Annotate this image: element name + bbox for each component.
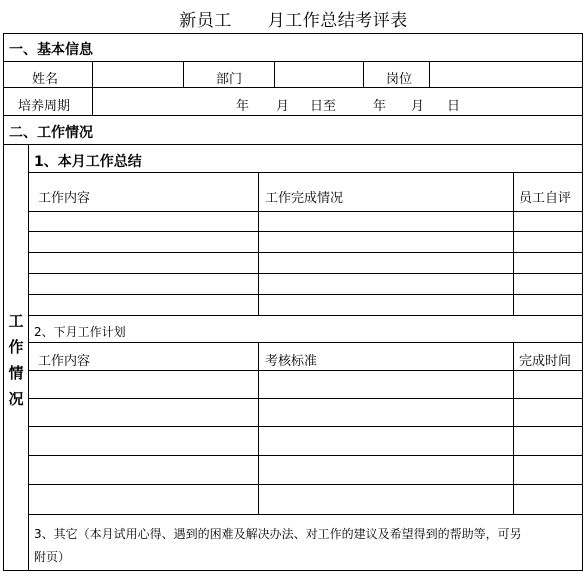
plan-title: 2、下月工作计划 [34,325,126,339]
name-label: 姓名 [32,72,59,87]
name-field[interactable] [93,62,183,87]
plan-header-deadline: 完成时间 [519,354,572,369]
period-field[interactable] [93,88,581,115]
section-work-status: 二、工作情况 [9,125,93,141]
other-notes-line2: 附页） [34,550,71,564]
row-divider [28,172,582,173]
summary-header-completion: 工作完成情况 [265,191,344,206]
period-year-end: 年 [373,99,387,114]
period-year-start: 年 [236,99,250,114]
period-label: 培养周期 [18,99,71,114]
section-basic-info: 一、基本信息 [9,42,93,58]
row-divider [28,342,582,343]
side-label-work-status [4,308,28,412]
side-label-char: 作 [8,338,24,356]
dept-field[interactable] [275,62,363,87]
period-month-start: 月 [276,99,290,114]
plan-entry-area[interactable] [29,371,581,514]
evaluation-form-table [3,33,583,571]
row-divider [28,315,582,316]
plan-header-criteria: 考核标准 [265,354,318,369]
summary-title: 1、本月工作总结 [34,154,142,170]
summary-header-self-eval: 员工自评 [519,191,572,206]
col-divider [183,61,184,87]
side-label-char: 况 [8,390,24,408]
summary-header-content: 工作内容 [38,191,91,206]
plan-header-content: 工作内容 [38,354,91,369]
period-day-start: 日至 [310,99,337,114]
side-label-char: 情 [8,364,24,382]
form-title [0,6,587,31]
period-month-end: 月 [411,99,425,114]
title-left: 新员工 [179,11,232,31]
row-divider [4,115,582,116]
post-field[interactable] [430,62,580,87]
col-divider [363,61,364,87]
period-day-end: 日 [447,99,461,114]
other-notes-line1: 3、其它（本月试用心得、遇到的困难及解决办法、对工作的建议及希望得到的帮助等，可另 [34,527,522,541]
title-right: 月工作总结考评表 [267,11,408,31]
row-divider [28,514,582,515]
summary-entry-area[interactable] [29,212,581,315]
side-label-char: 工 [8,312,24,330]
post-label: 岗位 [386,72,413,87]
dept-label: 部门 [216,72,243,87]
row-divider [4,144,582,145]
